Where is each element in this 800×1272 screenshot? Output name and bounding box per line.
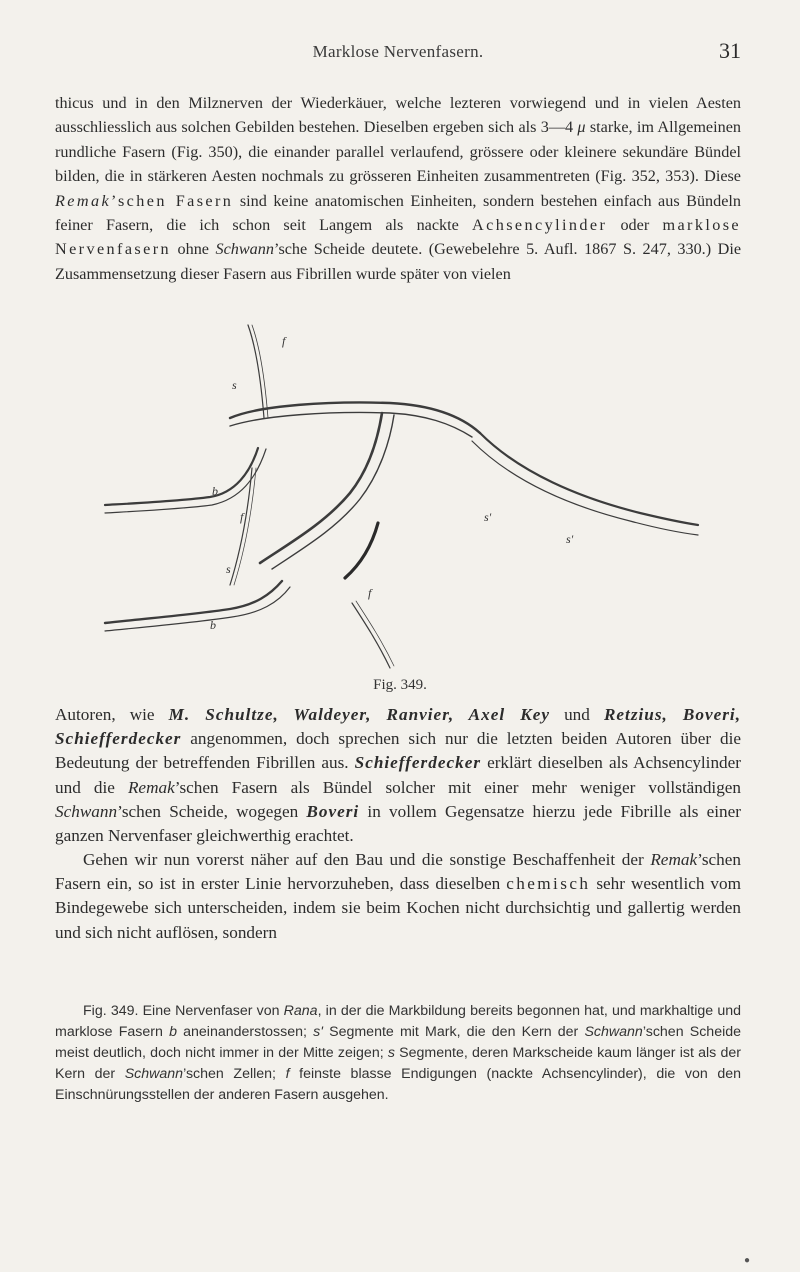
text-run: schen Fasern [117,191,234,210]
text-run: Schwann [124,1066,184,1082]
paragraph-2 [55,703,741,848]
label-s-prime-2: s' [566,532,574,546]
label-f-upper: f [282,334,286,348]
label-f-lower: f [368,586,372,600]
text-run: ’schen Fasern als Bündel solcher mit einer mehr weniger vollständigen [174,777,742,797]
text-run: Schwann [584,1024,643,1040]
fiber-s-central [260,413,382,563]
paragraph-3 [55,848,741,945]
label-s-top: s [232,378,237,392]
running-header [55,38,741,72]
text-run: Remak [650,850,698,869]
text-run: Schwann [215,240,274,259]
text-run: Autoren, wie [55,705,169,724]
label-f-left: f [240,510,244,524]
text-run: Segmente, deren Markscheide kaum länger ist als der Kern der [55,1045,741,1082]
text-run: aneinanderstossen; [176,1024,314,1040]
text-run: ’sche Scheide deutete. (Gewebelehre 5. Aufl. 1867 S. 247, 330.) Die Zusammensetzung dieser Fasern aus Fibrillen wurde später von vielen [55,240,741,283]
label-s-mid: s [226,562,231,576]
text-run: Fig. 349. Eine Nervenfaser von [83,1003,284,1019]
page-mark: ● [744,1255,751,1266]
text-run: f [285,1066,290,1082]
text-run: chemisch [506,874,591,894]
text-run: μ [577,118,586,137]
text-run: Boveri [306,801,360,821]
running-title: Marklose Nervenfasern. [312,42,484,61]
text-run: sind keine anatomischen Einheiten, sondern bestehen einfach aus Bündeln feiner Fasern, die ich schon seit Langem als nackte [55,191,741,235]
text-run: erklärt dieselben als Achsencylinder und die [55,753,742,797]
text-run: oder [607,216,663,235]
label-b-lower: b [210,618,216,632]
text-run: ’ [111,191,118,210]
figure-caption [55,1001,741,1106]
fiber-s-prime [480,433,698,525]
text-run: b [169,1024,177,1040]
text-run: in vollem Gegensatze hierzu jede Fibrille als einer ganzen Nervenfaser gleichwerthig erachtet. [55,801,741,846]
text-run: Remak [55,191,112,210]
text-run: ohne [170,240,216,259]
label-s-prime-1: s' [484,510,492,524]
text-run: ’schen Scheide meist deutlich, doch nicht immer in der Mitte zeigen; [55,1024,742,1061]
label-b-top: b [212,484,218,498]
text-run: s' [313,1024,323,1040]
text-run: Gehen wir nun vorerst näher auf den Bau und die sonstige Beschaffenheit der [83,850,651,869]
text-run: Rana [283,1003,318,1019]
text-run: ’schen Zellen; [183,1066,286,1082]
text-run: starke, im Allgemeinen rundliche Fasern (Fig. 350), die einander parallel verlaufend, grössere oder kleinere sekundäre Bündel bilden, die in stärkeren Aesten nochmals zu grösseren Einheiten zusammentreten (Fig. 352, 353). Diese [55,118,741,186]
fiber-f-left [230,468,252,585]
paragraph-1 [55,91,741,286]
text-run: M. Schultze, Waldeyer, Ranvier, Axel Key [168,705,550,724]
text-run: Segmente mit Mark, die den Kern der [322,1024,585,1040]
text-run: Retzius, Boveri, Schiefferdecker [55,705,742,749]
fiber-f-lower [352,603,390,668]
text-run: Schwann [55,801,118,821]
text-run: s [387,1045,395,1061]
page-number: 31 [719,38,741,63]
figure-nerve-fibers [100,323,700,675]
text-run: , in der die Markbildung bereits begonnen hat, und markhaltige und marklose Fasern [55,1003,741,1040]
figure-label: Fig. 349. [373,677,427,693]
text-run: thicus und in den Milznerven der Wiederkäuer, welche lezteren vorwiegend und in vielen Aesten ausschliesslich aus solchen Gebilden bestehen. Dieselben ergeben sich als 3—4 [55,94,741,137]
text-run: marklose Nervenfasern [55,216,741,259]
fiber-b-lower [105,581,282,623]
text-run: Achsencylinder [472,216,608,235]
text-run: ’schen Fasern ein, so ist in erster Linie hervorzuheben, dass dieselben [55,850,741,894]
text-run: feinste blasse Endigungen (nackte Achsencylinder), die von den Einschnürungsstellen der anderen Fasern ausgehen. [55,1066,742,1103]
text-run: Remak [127,777,175,797]
text-run: angenommen, doch sprechen sich nur die letzten beiden Autoren über die Bedeutung der betreffenden Fibrillen aus. [55,729,741,773]
fiber-b-upper [105,448,258,505]
text-run: ’schen Scheide, wogegen [117,801,307,821]
text-run: sehr wesentlich vom Bindegewebe sich unterscheiden, indem sie beim Kochen nicht durchsichtig und gallertig werden und sich nicht auflösen, sondern [55,874,741,942]
text-run: Schiefferdecker [354,753,482,773]
text-run: und [549,705,604,724]
